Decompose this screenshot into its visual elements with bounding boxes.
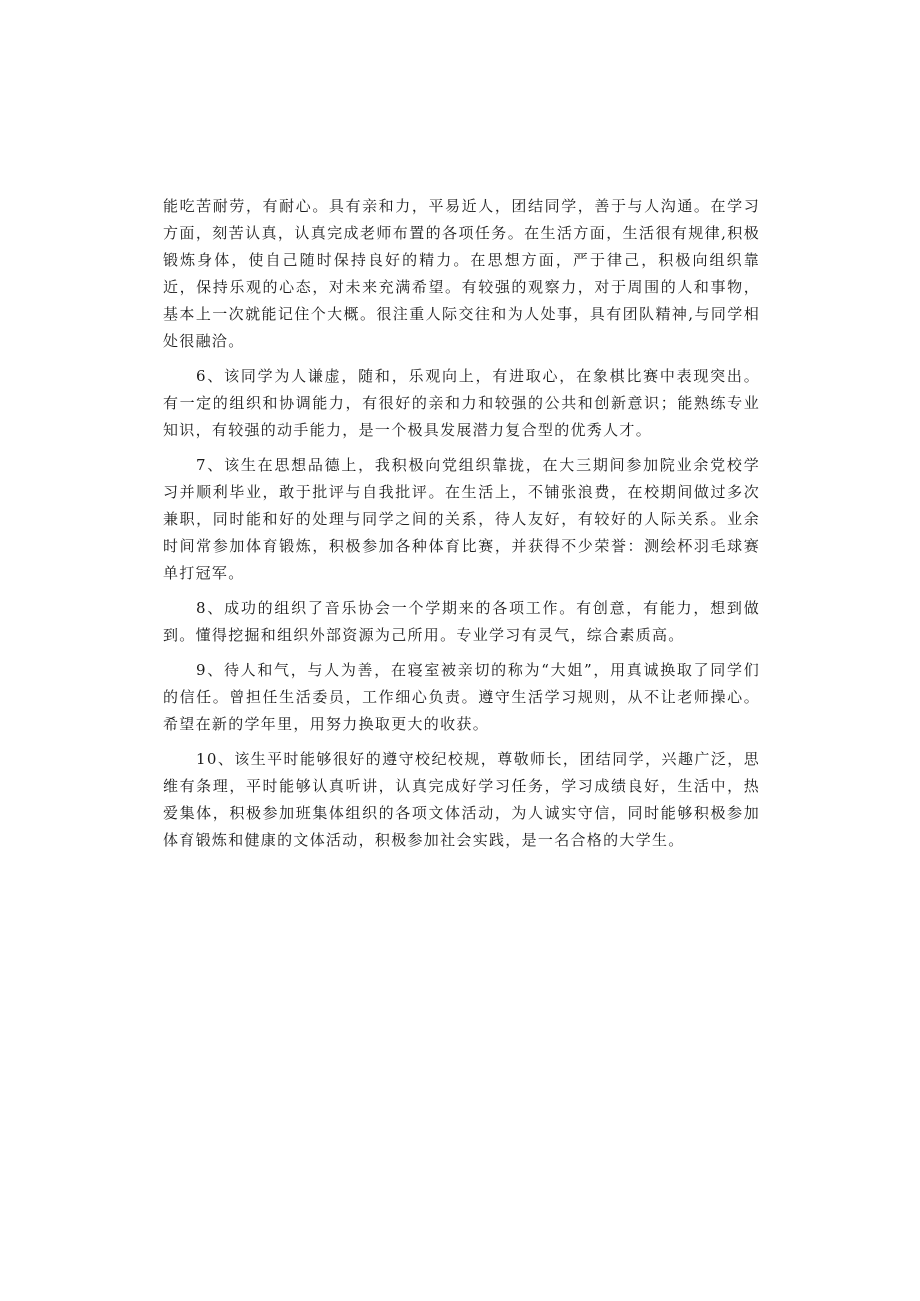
paragraph-continuation: 能吃苦耐劳，有耐心。具有亲和力，平易近人，团结同学，善于与人沟通。在学习方面，刻苦认真，认真完成老师布置的各项任务。在生活方面，生活很有规律,积极锻炼身体，使自己随时保持良好的精力。在思想方面，严于律己，积极向组织靠近，保持乐观的心态，对未来充满希望。有较强的观察力，对于周围的人和事物，基本上一次就能记住个大概。很注重人际交往和为人处事，具有团队精神,与同学相处很融洽。 <box>163 197 760 350</box>
paragraph-item-7: 7、该生在思想品德上，我积极向党组织靠拢，在大三期间参加院业余党校学习并顺利毕业，敢于批评与自我批评。在生活上，不铺张浪费，在校期间做过多次兼职，同时能和好的处理与同学之间的关系，待人友好，有较好的人际关系。业余时间常参加体育锻炼，积极参加各种体育比赛，并获得不少荣誉：测绘杯羽毛球赛单打冠军。 <box>163 456 760 582</box>
paragraph-item-10: 10、该生平时能够很好的遵守校纪校规，尊敬师长，团结同学，兴趣广泛，思维有条理，平时能够认真听讲，认真完成好学习任务，学习成绩良好，生活中，热爱集体，积极参加班集体组织的各项文体活动，为人诚实守信，同时能够积极参加体育锻炼和健康的文体活动，积极参加社会实践，是一名合格的大学生。 <box>163 750 760 849</box>
paragraph-item-8: 8、成功的组织了音乐协会一个学期来的各项工作。有创意，有能力，想到做到。懂得挖掘和组织外部资源为己所用。专业学习有灵气，综合素质高。 <box>163 599 760 644</box>
paragraph-item-6: 6、该同学为人谦虚，随和，乐观向上，有进取心，在象棋比赛中表现突出。有一定的组织和协调能力，有很好的亲和力和较强的公共和创新意识；能熟练专业知识，有较强的动手能力，是一个极具发展潜力复合型的优秀人才。 <box>163 367 760 439</box>
document-body <box>163 193 760 862</box>
paragraph-item-9: 9、待人和气，与人为善，在寝室被亲切的称为“大姐”，用真诚换取了同学们的信任。曾担任生活委员，工作细心负责。遵守生活学习规则，从不让老师操心。希望在新的学年里，用努力换取更大的收获。 <box>163 661 760 733</box>
